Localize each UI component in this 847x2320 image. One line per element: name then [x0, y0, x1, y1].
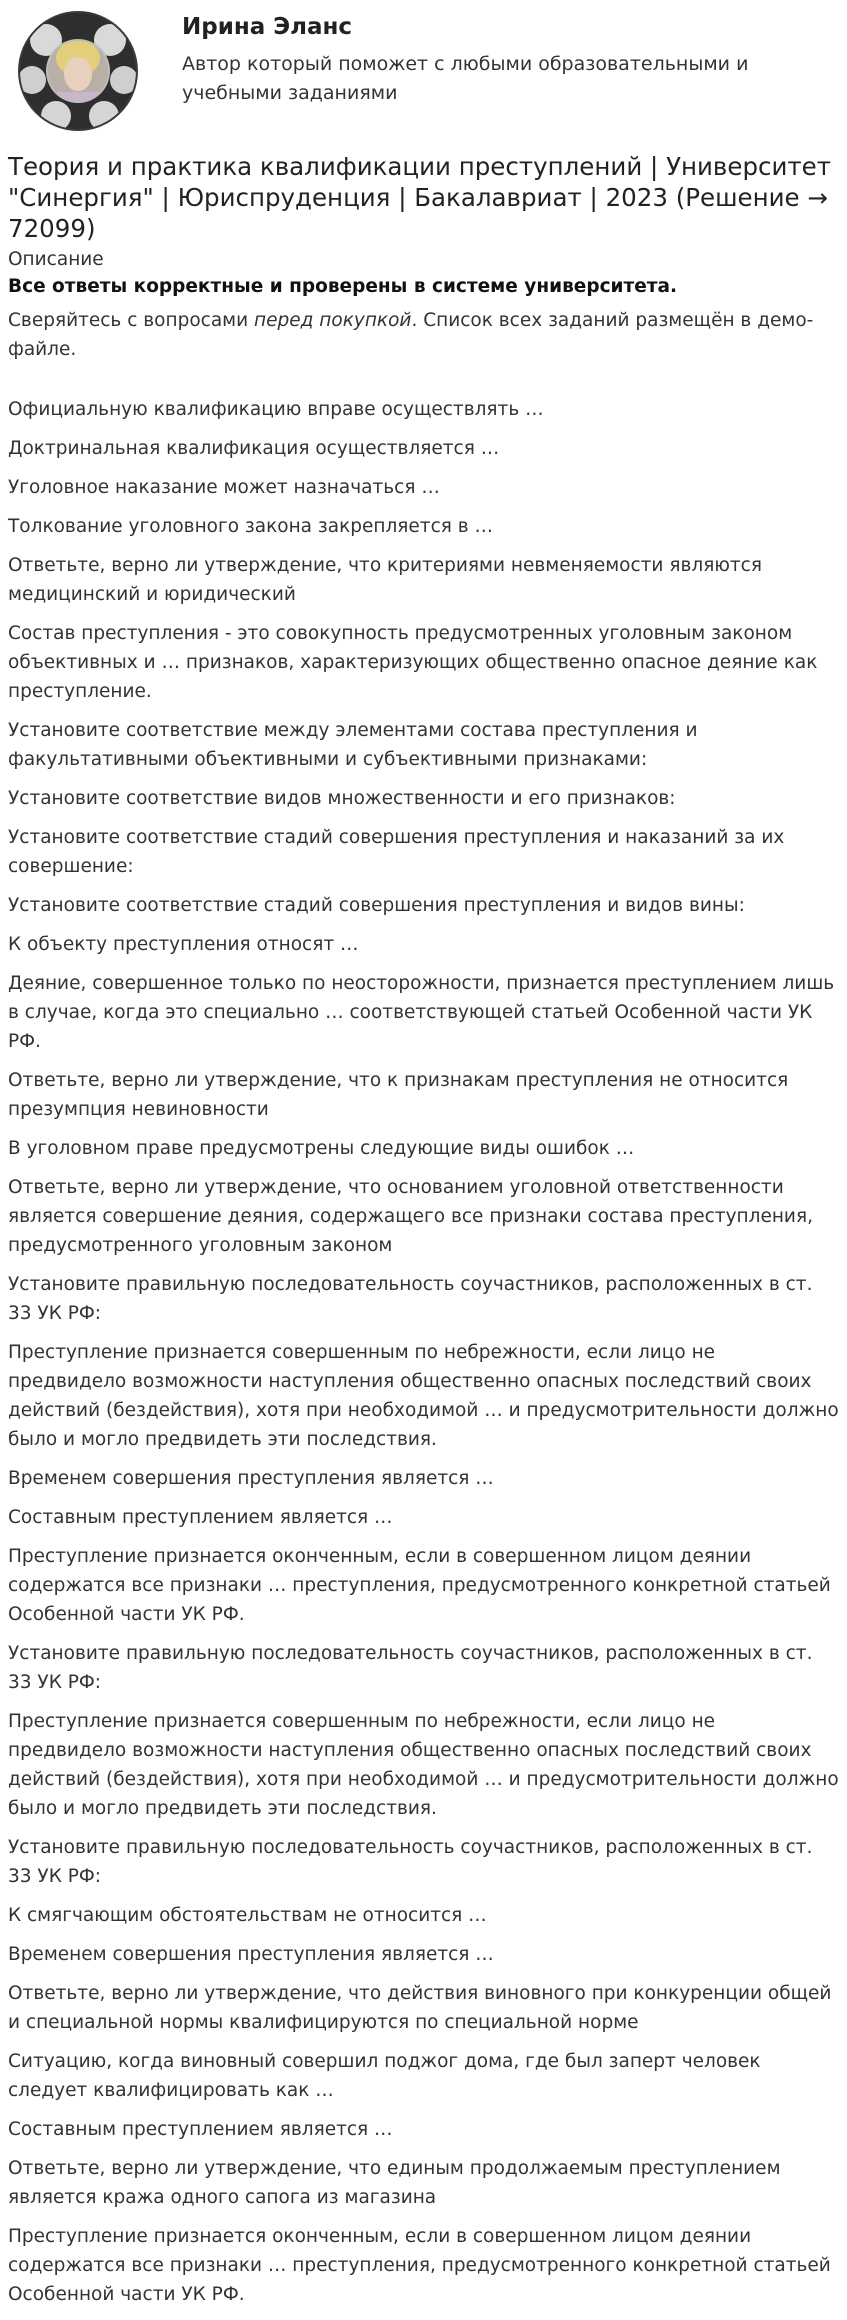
film-reel-avatar-icon	[8, 8, 148, 134]
question-item: Доктринальная квалификация осуществляется …	[8, 438, 500, 459]
question-item: Официальную квалификацию вправе осуществлять …	[8, 399, 544, 420]
intro-text	[8, 306, 839, 395]
question-item: Установите соответствие между элементами состава преступления и факультативными объективными и субъективными признаками:	[8, 720, 698, 770]
question-item: Уголовное наказание может назначаться …	[8, 477, 440, 498]
author-name[interactable]: Ирина Эланс	[182, 14, 353, 40]
question-item: Ответьте, верно ли утверждение, что действия виновного при конкуренции общей и специальной нормы квалифицируются по специальной норме	[8, 1983, 832, 2033]
question-item: Временем совершения преступления является …	[8, 1944, 494, 1965]
author-info	[182, 8, 782, 108]
question-item: К объекту преступления относят …	[8, 934, 359, 955]
question-item: Преступление признается совершенным по небрежности, если лицо не предвидело возможности наступления общественно опасных последствий своих действий (бездействия), хотя при необходимой … и предусмотрительности должно было и могло предвидеть эти последствия.	[8, 1711, 839, 1819]
question-item: Установите соответствие стадий совершения преступления и видов вины:	[8, 895, 745, 916]
verified-note: Все ответы корректные и проверены в системе университета.	[8, 276, 677, 297]
intro-after: . Список всех заданий размещён в демо-файле.	[8, 310, 814, 360]
question-item: К смягчающим обстоятельствам не относится …	[8, 1905, 487, 1926]
question-item: Установите правильную последовательность соучастников, расположенных в ст. 33 УК РФ:	[8, 1837, 813, 1887]
question-item: Установите соответствие видов множественности и его признаков:	[8, 788, 676, 809]
question-item: Ответьте, верно ли утверждение, что единым продолжаемым преступлением является кража одного сапога из магазина	[8, 2158, 781, 2208]
question-item: Ответьте, верно ли утверждение, что к признакам преступления не относится презумпция невиновности	[8, 1070, 789, 1120]
page-title: Теория и практика квалификации преступлений | Университет "Синергия" | Юриспруденция | Бакалавриат | 2023 (Решение → 72099)	[8, 152, 832, 243]
question-item: Временем совершения преступления является …	[8, 1468, 494, 1489]
question-item: Ответьте, верно ли утверждение, что критериями невменяемости являются медицинский и юридический	[8, 555, 762, 605]
question-item: Преступление признается совершенным по небрежности, если лицо не предвидело возможности наступления общественно опасных последствий своих действий (бездействия), хотя при необходимой … и предусмотрительности должно было и могло предвидеть эти последствия.	[8, 1342, 839, 1450]
question-item: Преступление признается оконченным, если в совершенном лицом деянии содержатся все признаки … преступления, предусмотренного конкретной статьей Особенной части УК РФ.	[8, 1546, 831, 1625]
question-item: Состав преступления - это совокупность предусмотренных уголовным законом объективных и … признаков, характеризующих общественно опасное деяние как преступление.	[8, 623, 818, 702]
question-list	[8, 395, 839, 2309]
description-label: Описание	[8, 249, 104, 270]
intro-emphasis: перед покупкой	[254, 310, 412, 331]
question-item: Составным преступлением является …	[8, 2119, 393, 2140]
question-item: Ситуацию, когда виновный совершил поджог дома, где был заперт человек следует квалифицировать как …	[8, 2051, 761, 2101]
question-item: Деяние, совершенное только по неосторожности, признается преступлением лишь в случае, когда это специально … соответствующей статьей Особенной части УК РФ.	[8, 973, 835, 1052]
question-item: Установите правильную последовательность соучастников, расположенных в ст. 33 УК РФ:	[8, 1274, 813, 1324]
intro-before: Сверяйтесь с вопросами	[8, 310, 255, 331]
question-item: Установите соответствие стадий совершения преступления и наказаний за их совершение:	[8, 827, 785, 877]
author-card	[8, 0, 839, 148]
question-item: В уголовном праве предусмотрены следующие виды ошибок …	[8, 1138, 635, 1159]
question-item: Установите правильную последовательность соучастников, расположенных в ст. 33 УК РФ:	[8, 1643, 813, 1693]
question-item: Ответьте, верно ли утверждение, что основанием уголовной ответственности является совершение деяния, содержащего все признаки состава преступления, предусмотренного уголовным законом	[8, 1177, 813, 1256]
author-avatar[interactable]	[8, 8, 148, 134]
question-item: Составным преступлением является …	[8, 1507, 393, 1528]
question-item: Преступление признается оконченным, если в совершенном лицом деянии содержатся все признаки … преступления, предусмотренного конкретной статьей Особенной части УК РФ.	[8, 2226, 831, 2305]
question-item: Толкование уголовного закона закрепляется в …	[8, 516, 494, 537]
author-description: Автор который поможет с любыми образовательными и учебными заданиями	[182, 53, 749, 104]
